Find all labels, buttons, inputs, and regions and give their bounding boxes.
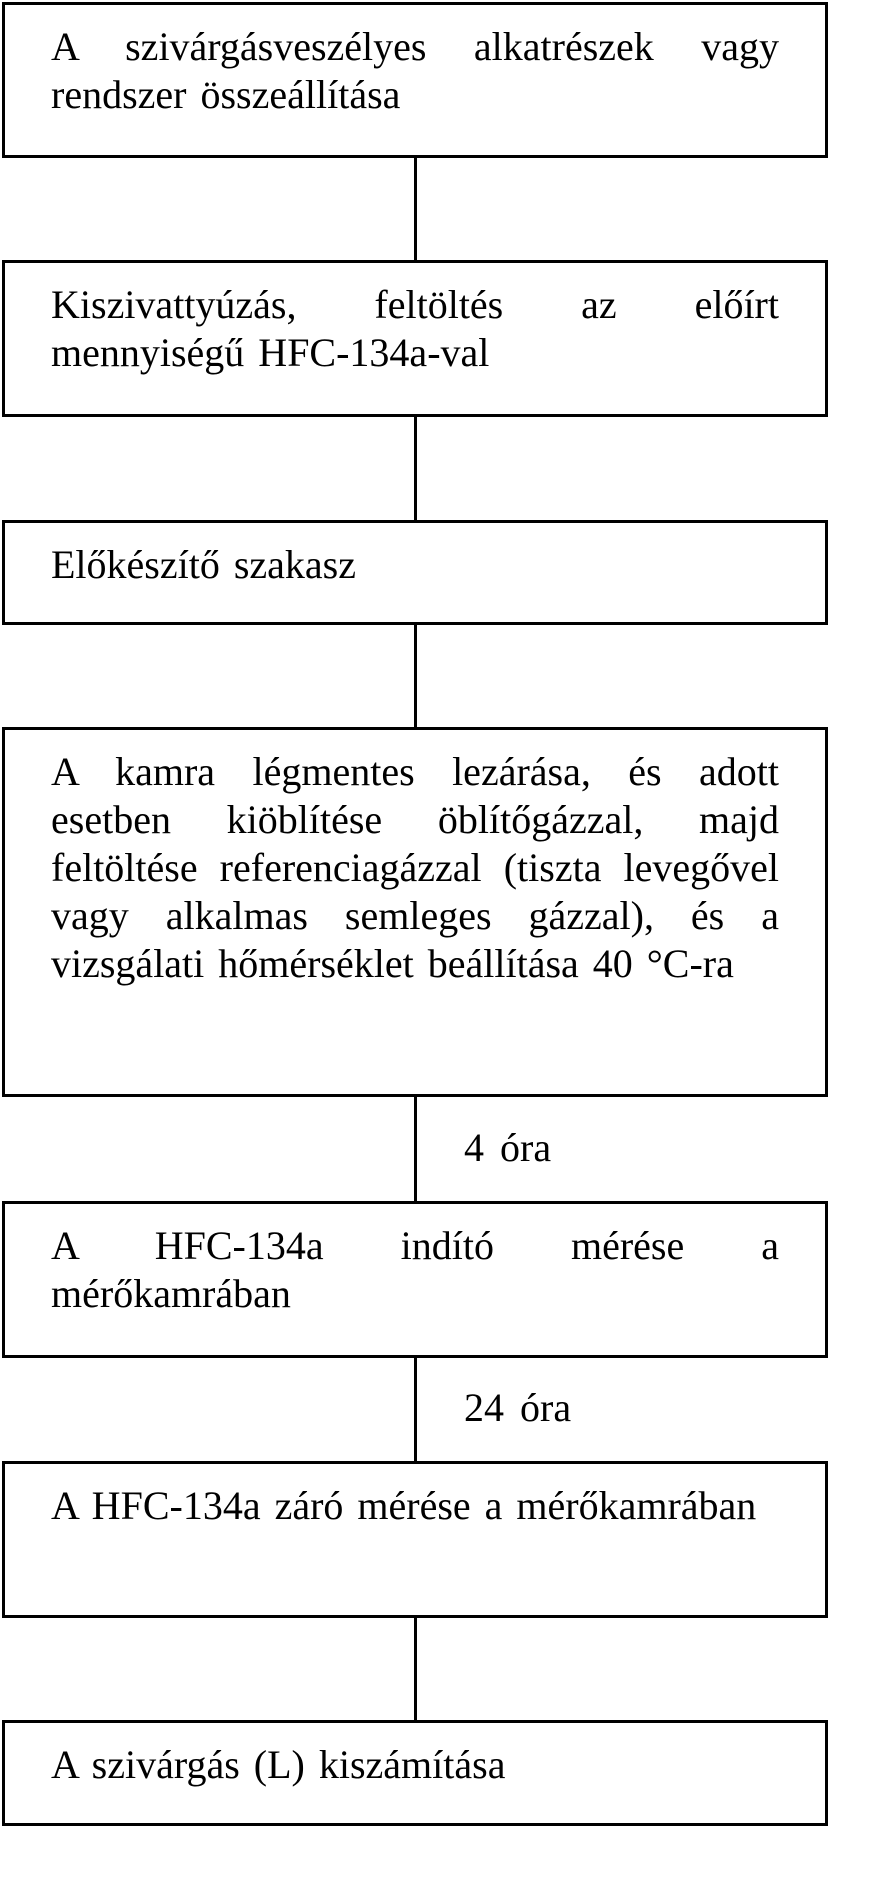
flow-step-initial-measurement: [2, 1201, 828, 1358]
flow-step-assembly: [2, 2, 828, 158]
flow-step-evacuation-filling: [2, 260, 828, 417]
flow-step-preparation: [2, 520, 828, 625]
flow-connector-3: [414, 625, 417, 727]
flow-step-final-measurement-text: A HFC-134a záró mérése a mérőkamrában: [51, 1483, 757, 1528]
flow-connector-5: [414, 1358, 417, 1461]
flow-step-chamber-sealing: [2, 727, 828, 1097]
flow-step-leakage-calculation-text: A szivárgás (L) kiszámítása: [51, 1742, 506, 1787]
flow-step-chamber-sealing-text: A kamra légmentes lezárása, és adott esetben kiöblítése öblítőgázzal, majd feltöltése referenciagázzal (tiszta levegővel vagy alkalmas semleges gázzal), és a vizsgálati hőmérséklet beállítása 40 °C-ra: [51, 749, 779, 986]
flow-connector-6: [414, 1618, 417, 1720]
flow-step-preparation-text: Előkészítő szakasz: [51, 542, 356, 587]
duration-label-4h: 4 óra: [464, 1125, 552, 1170]
flow-step-evacuation-filling-text: Kiszivattyúzás, feltöltés az előírt mennyiségű HFC-134a-val: [51, 282, 779, 375]
flow-step-initial-measurement-text: A HFC-134a indító mérése a mérőkamrában: [51, 1223, 779, 1316]
flow-step-leakage-calculation: [2, 1720, 828, 1826]
flow-connector-1: [414, 158, 417, 260]
flow-connector-2: [414, 417, 417, 520]
duration-label-24h: 24 óra: [464, 1385, 572, 1430]
flow-connector-4: [414, 1097, 417, 1201]
flow-step-assembly-text: A szivárgásveszélyes alkatrészek vagy rendszer összeállítása: [51, 24, 779, 117]
flow-step-final-measurement: [2, 1461, 828, 1618]
